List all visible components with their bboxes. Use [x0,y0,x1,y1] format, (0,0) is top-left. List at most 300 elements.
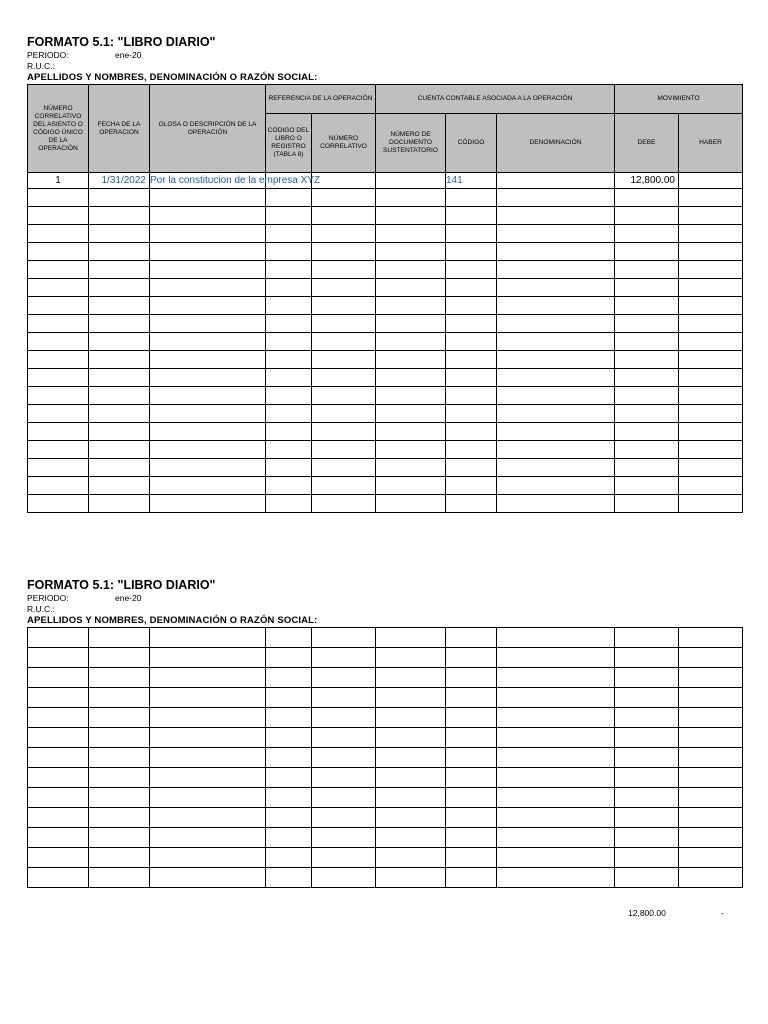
table-cell [679,788,743,808]
table-cell [150,788,266,808]
table-cell [497,868,615,888]
table-cell [446,768,497,788]
header-numero-correlativo-ref: NÚMERO CORRELATIVO [312,114,376,173]
table-cell [446,189,497,207]
table-cell [446,243,497,261]
table-cell [28,628,89,648]
table-cell [376,369,446,387]
table-cell [150,333,266,351]
table-cell [615,708,679,728]
table-cell [312,297,376,315]
header-debe: DEBE [615,114,679,173]
table-cell [376,315,446,333]
table-cell [679,243,743,261]
table-cell [446,225,497,243]
table-cell [376,828,446,848]
table-cell [376,788,446,808]
table-cell [89,628,150,648]
table-cell [266,279,312,297]
table-cell [679,688,743,708]
table-cell [266,351,312,369]
table-cell [497,648,615,668]
table-cell [150,848,266,868]
table-cell [28,387,89,405]
table-cell [446,848,497,868]
table-cell [312,728,376,748]
table-cell [89,297,150,315]
table-cell [615,748,679,768]
cell-numero: 1 [28,173,89,189]
table-cell [28,728,89,748]
table-cell [28,708,89,728]
table-cell [28,315,89,333]
table-cell [89,261,150,279]
table-row [28,808,743,828]
table-cell [679,207,743,225]
table-cell [497,495,615,513]
table-row [28,495,743,513]
table-cell [150,828,266,848]
table-cell [376,441,446,459]
table-cell [150,648,266,668]
table-cell [376,333,446,351]
table-cell [312,788,376,808]
table-cell [89,207,150,225]
table-cell [89,441,150,459]
table-cell [89,868,150,888]
table-cell [446,351,497,369]
table-cell [150,207,266,225]
table-cell [497,688,615,708]
table-row [28,708,743,728]
table-cell [150,708,266,728]
ruc-label: R.U.C.: [27,604,55,614]
table-cell [89,648,150,668]
table-cell [615,189,679,207]
table-cell [679,387,743,405]
table-cell [497,477,615,495]
table-cell [312,477,376,495]
table-cell [28,668,89,688]
form-title: FORMATO 5.1: "LIBRO DIARIO" [27,578,216,592]
table-cell [150,868,266,888]
table-cell [28,189,89,207]
table-row [28,279,743,297]
table-cell [497,405,615,423]
razon-social-label: APELLIDOS Y NOMBRES, DENOMINACIÓN O RAZÓN SOCIAL: [27,72,318,83]
table-cell [497,333,615,351]
table-cell [312,243,376,261]
table-row [28,225,743,243]
table-cell [446,788,497,808]
table-cell [615,315,679,333]
table-cell [376,207,446,225]
table-row [28,207,743,225]
table-row [28,387,743,405]
table-cell [376,387,446,405]
table-cell [28,243,89,261]
total-debe: 12,800.00 [628,908,666,918]
cell-numero-correlativo [312,173,376,189]
table-cell [497,297,615,315]
table-cell [446,405,497,423]
table-cell [89,768,150,788]
table-cell [28,333,89,351]
table-row [28,369,743,387]
table-cell [266,441,312,459]
table-cell [312,333,376,351]
table-cell [266,828,312,848]
table-cell [615,477,679,495]
table-cell [679,868,743,888]
table-cell [679,668,743,688]
table-cell [89,243,150,261]
periodo-label: PERIODO: [27,50,69,60]
table-cell [312,261,376,279]
libro-diario-table [27,84,743,513]
table-cell [266,297,312,315]
table-row [28,315,743,333]
table-cell [28,848,89,868]
table-cell [266,868,312,888]
table-cell [376,848,446,868]
header-referencia-operacion: REFERENCIA DE LA OPERACIÓN [266,85,376,114]
table-cell [497,728,615,748]
table-cell [679,405,743,423]
table-cell [89,351,150,369]
table-cell [376,688,446,708]
table-cell [89,387,150,405]
table-cell [89,788,150,808]
cell-fecha: 1/31/2022 [89,173,150,189]
table-cell [376,728,446,748]
table-cell [679,279,743,297]
table-cell [89,728,150,748]
table-cell [312,369,376,387]
table-cell [446,387,497,405]
table-cell [312,748,376,768]
table-cell [376,868,446,888]
table-cell [497,279,615,297]
table-row [28,668,743,688]
table-cell [615,297,679,315]
table-cell [312,628,376,648]
table-cell [497,243,615,261]
table-cell [615,495,679,513]
table-cell [266,788,312,808]
table-cell [497,828,615,848]
table-cell [497,668,615,688]
table-cell [89,668,150,688]
table-cell [679,459,743,477]
table-cell [28,788,89,808]
table-cell [446,315,497,333]
table-cell [376,189,446,207]
table-row [28,788,743,808]
table-cell [89,423,150,441]
table-cell [615,788,679,808]
table-cell [446,628,497,648]
razon-social-label: APELLIDOS Y NOMBRES, DENOMINACIÓN O RAZÓN SOCIAL: [27,615,318,626]
table-cell [376,297,446,315]
table-cell [28,868,89,888]
table-cell [615,848,679,868]
table-cell [446,708,497,728]
table-cell [312,808,376,828]
table-cell [89,279,150,297]
table-cell [679,728,743,748]
table-cell [679,748,743,768]
table-row [28,768,743,788]
table-row [28,628,743,648]
table-cell [312,648,376,668]
table-cell [446,279,497,297]
table-cell [266,768,312,788]
table-cell [28,423,89,441]
table-cell [312,189,376,207]
table-cell [312,868,376,888]
table-row [28,297,743,315]
table-cell [28,459,89,477]
table-cell [446,369,497,387]
ruc-row [27,604,743,615]
table-cell [497,788,615,808]
table-row [28,868,743,888]
table-cell [497,225,615,243]
table-cell [89,405,150,423]
header-codigo-libro: CÓDIGO DEL LIBRO O REGISTRO (TABLA 8) [266,114,312,173]
table-cell [615,828,679,848]
table-row [28,423,743,441]
table-cell [150,668,266,688]
table-cell [150,405,266,423]
table-cell [376,768,446,788]
table-cell [679,441,743,459]
table-cell [615,423,679,441]
table-cell [446,495,497,513]
table-cell [446,297,497,315]
table-cell [28,808,89,828]
table-cell [679,848,743,868]
table-cell [615,648,679,668]
table-cell [28,225,89,243]
table-cell [615,808,679,828]
cell-haber [679,173,743,189]
table-cell [89,333,150,351]
table-cell [497,351,615,369]
table-cell [376,243,446,261]
table-cell [266,459,312,477]
table-cell [28,748,89,768]
table-cell [150,369,266,387]
table-cell [150,808,266,828]
table-cell [89,708,150,728]
table-cell [150,688,266,708]
table-cell [266,369,312,387]
table-cell [679,225,743,243]
table-cell [615,768,679,788]
table-cell [312,441,376,459]
cell-denominacion [497,173,615,189]
periodo-row [27,50,743,61]
table-cell [497,748,615,768]
table-cell [150,477,266,495]
table-cell [266,405,312,423]
table-cell [89,848,150,868]
cell-glosa: Por la constitucion de la empresa XYZ [150,173,266,189]
table-cell [312,459,376,477]
table-cell [89,189,150,207]
table-cell [615,668,679,688]
table-cell [679,351,743,369]
table-row [28,351,743,369]
table-cell [28,477,89,495]
table-cell [89,459,150,477]
table-cell [266,315,312,333]
table-cell [497,189,615,207]
table-cell [679,261,743,279]
table-cell [615,441,679,459]
table-cell [28,351,89,369]
table-cell [376,459,446,477]
table-cell [89,369,150,387]
table-cell [266,808,312,828]
table-cell [446,828,497,848]
periodo-row [27,593,743,604]
table-cell [376,351,446,369]
header-codigo: CÓDIGO [446,114,497,173]
table-cell [376,423,446,441]
table-row [28,405,743,423]
table-cell [89,748,150,768]
table-cell [497,459,615,477]
table-cell [497,848,615,868]
table-cell [150,297,266,315]
libro-diario-page-1 [27,35,743,513]
table-cell [497,261,615,279]
table-cell [497,628,615,648]
table-cell [615,688,679,708]
table-cell [615,868,679,888]
table-cell [376,225,446,243]
table-cell [615,728,679,748]
libro-diario-table-continued [27,627,743,888]
table-cell [312,768,376,788]
table-cell [615,369,679,387]
table-cell [446,808,497,828]
table-cell [312,279,376,297]
table-cell [28,688,89,708]
table-cell [312,828,376,848]
table-cell [679,477,743,495]
cell-numero-documento [376,173,446,189]
table-cell [266,423,312,441]
table-cell [497,441,615,459]
table-cell [446,261,497,279]
table-cell [679,768,743,788]
table-cell [150,628,266,648]
cell-debe: 12,800.00 [615,173,679,189]
table-cell [312,668,376,688]
table-cell [376,405,446,423]
table-cell [446,728,497,748]
table-cell [615,628,679,648]
table-cell [28,207,89,225]
table-cell [446,459,497,477]
table-cell [679,828,743,848]
table-cell [446,423,497,441]
table-row [28,688,743,708]
table-cell [497,315,615,333]
table-cell [28,768,89,788]
table-cell [312,207,376,225]
table-cell [679,808,743,828]
table-cell [266,648,312,668]
table-cell [312,495,376,513]
table-cell [615,459,679,477]
table-cell [615,225,679,243]
table-cell [446,207,497,225]
table-cell [266,748,312,768]
table-cell [28,279,89,297]
table-cell [679,495,743,513]
table-cell [28,828,89,848]
table-row [28,333,743,351]
table-cell [28,648,89,668]
periodo-value: ene-20 [115,593,142,603]
table-cell [446,648,497,668]
cell-codigo: 141 [446,173,497,189]
table-row [28,648,743,668]
table-cell [446,688,497,708]
table-cell [615,279,679,297]
table-cell [312,405,376,423]
header-numero-correlativo: NÚMERO CORRELATIVO DEL ASIENTO O CÓDIGO ÚNICO DE LA OPERACIÓN [28,85,89,173]
table-cell [150,459,266,477]
table-cell [376,628,446,648]
table-cell [376,261,446,279]
ruc-row [27,61,743,72]
table-cell [615,351,679,369]
table-cell [615,243,679,261]
table-cell [266,387,312,405]
table-cell [679,708,743,728]
table-cell [266,225,312,243]
table-cell [89,808,150,828]
table-cell [150,728,266,748]
table-row [28,189,743,207]
table-cell [28,495,89,513]
table-cell [150,189,266,207]
periodo-value: ene-20 [115,50,142,60]
table-cell [89,828,150,848]
table-cell [28,369,89,387]
table-row [28,459,743,477]
table-cell [150,351,266,369]
table-cell [376,668,446,688]
table-cell [376,495,446,513]
table-cell [266,848,312,868]
table-cell [679,369,743,387]
table-cell [679,628,743,648]
table-cell [150,261,266,279]
table-row [28,848,743,868]
table-cell [150,279,266,297]
table-cell [266,708,312,728]
table-row [28,243,743,261]
table-cell [89,315,150,333]
table-cell [28,261,89,279]
